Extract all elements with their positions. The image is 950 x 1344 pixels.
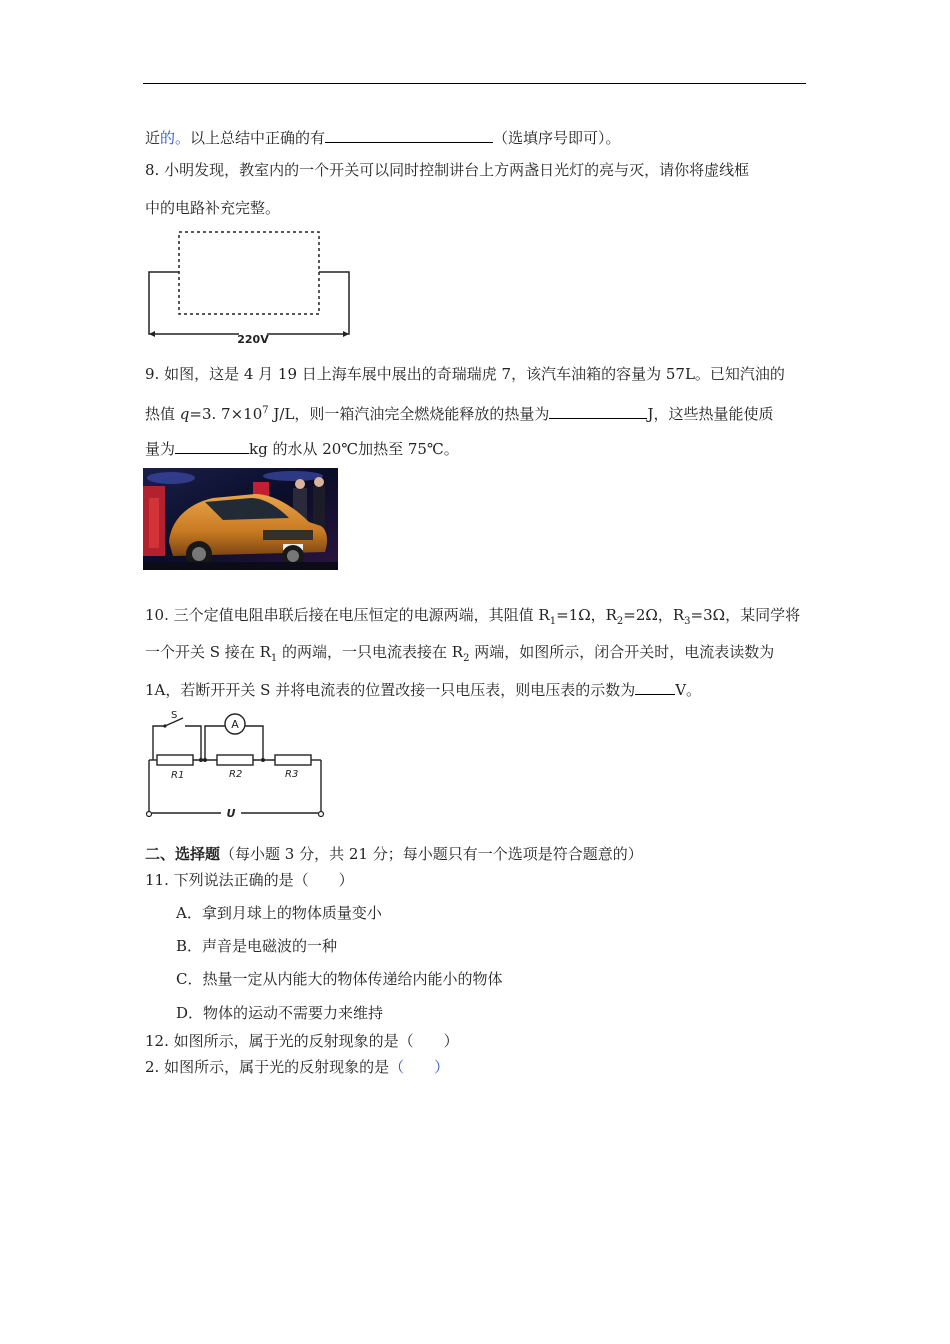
q11-option-a[interactable]: A．拿到月球上的物体质量变小: [176, 904, 382, 922]
q9-heat-blank[interactable]: [549, 404, 647, 419]
q11-option-c[interactable]: C．热量一定从内能大的物体传递给内能小的物体: [176, 970, 503, 988]
q9-exponent: 7: [262, 405, 269, 416]
q2-stem: 2. 如图所示，属于光的反射现象的是: [145, 1058, 390, 1076]
q10-l2-a: 一个开关 S 接在 R: [145, 643, 271, 661]
q9-heat-question: J/L，则一箱汽油完全燃烧能释放的热量为: [268, 405, 550, 423]
q10-line-2: [145, 642, 774, 669]
resistor-r2: [217, 755, 253, 765]
q9-line-3: [145, 439, 459, 459]
q8-voltage-label: 220V: [237, 333, 269, 346]
q7-near-blue: 的。: [160, 129, 191, 147]
q10-l3-a: 1A，若断开开关 S 并将电流表的位置改接一只电压表，则电压表的示数为: [145, 681, 636, 699]
section2-desc: （每小题 3 分，共 21 分；每小题只有一个选项是符合题意的）: [220, 845, 643, 863]
q8-left-wire: [149, 272, 239, 334]
q10-l2-sub1: 1: [270, 653, 278, 664]
q11-stem: 11. 下列说法正确的是（ ）: [145, 871, 354, 889]
q8-circuit-figure: [143, 228, 355, 348]
q10-l1-sub3: 3: [684, 616, 691, 627]
q9-heat-unit: J，这些热量能使质: [647, 405, 774, 423]
q11-option-b[interactable]: B．声音是电磁波的一种: [176, 937, 338, 955]
q8-dashed-box: [179, 232, 319, 314]
q8-line-1: 8. 小明发现，教室内的一个开关可以同时控制讲台上方两盏日光灯的亮与灭，请你将虚线框: [145, 161, 750, 179]
q8-line-2: 中的电路补充完整。: [145, 199, 281, 217]
q10-l1-c: =2Ω，R: [623, 606, 685, 624]
header-rule: [143, 83, 806, 84]
q10-l1-sub1: 1: [549, 616, 557, 627]
q8-right-arrow: [343, 331, 349, 337]
q2-stem-line: [145, 1057, 449, 1077]
q8-right-wire: [267, 272, 349, 334]
q2-paren: （ ）: [389, 1058, 450, 1076]
q10-l1-sub2: 2: [616, 616, 624, 627]
q9-mass-suffix: kg 的水从 20℃加热至 75℃。: [249, 440, 459, 458]
ammeter-label: A: [231, 718, 239, 731]
r2-label: R2: [229, 769, 243, 780]
q10-l2-sub2: 2: [463, 653, 470, 664]
source-label: U: [226, 807, 236, 820]
q9-line-2: [145, 401, 773, 424]
switch-label: S: [171, 710, 178, 721]
q7-answer-blank[interactable]: [325, 128, 493, 143]
section2-heading: [145, 844, 643, 864]
q11-option-d[interactable]: D．物体的运动不需要力来维持: [176, 1004, 384, 1022]
q7-near-text: 近: [145, 129, 161, 147]
q7-tail-line: [145, 128, 621, 148]
r3-label: R3: [285, 769, 299, 780]
q10-l3-b: V。: [675, 681, 702, 699]
q10-l1-d: =3Ω，某同学将: [690, 606, 801, 624]
q10-l1-b: =1Ω，R: [556, 606, 617, 624]
q10-line-3: [145, 680, 701, 700]
q12-stem: 12. 如图所示，属于光的反射现象的是（ ）: [145, 1032, 459, 1050]
q9-q-value: =3. 7×10: [189, 405, 263, 423]
q9-q-symbol: q: [179, 405, 190, 423]
q10-voltage-blank[interactable]: [635, 680, 675, 695]
q7-text: 以上总结中正确的有: [190, 129, 326, 147]
resistor-r3: [275, 755, 311, 765]
q8-left-arrow: [149, 331, 155, 337]
q9-mass-blank[interactable]: [175, 439, 249, 454]
section2-title: 二、选择题: [145, 845, 221, 863]
q10-circuit-figure: [143, 706, 333, 822]
q9-car-photo: [143, 468, 338, 570]
q9-mass-prefix: 量为: [145, 440, 176, 458]
q9-line-1: 9. 如图，这是 4 月 19 日上海车展中展出的奇瑞瑞虎 7，该汽车油箱的容量为 57L。已知汽油的: [145, 365, 785, 383]
q9-heat-value-label: 热值: [145, 405, 180, 423]
q10-l1-a: 10. 三个定值电阻串联后接在电压恒定的电源两端，其阻值 R: [145, 606, 550, 624]
q10-l2-b: 的两端，一只电流表接在 R: [277, 643, 464, 661]
q7-suffix: （选填序号即可）。: [493, 129, 621, 147]
resistor-r1: [157, 755, 193, 765]
q10-line-1: [145, 605, 800, 632]
r1-label: R1: [171, 770, 185, 781]
q10-l2-c: 两端，如图所示，闭合开关时，电流表读数为: [469, 643, 775, 661]
